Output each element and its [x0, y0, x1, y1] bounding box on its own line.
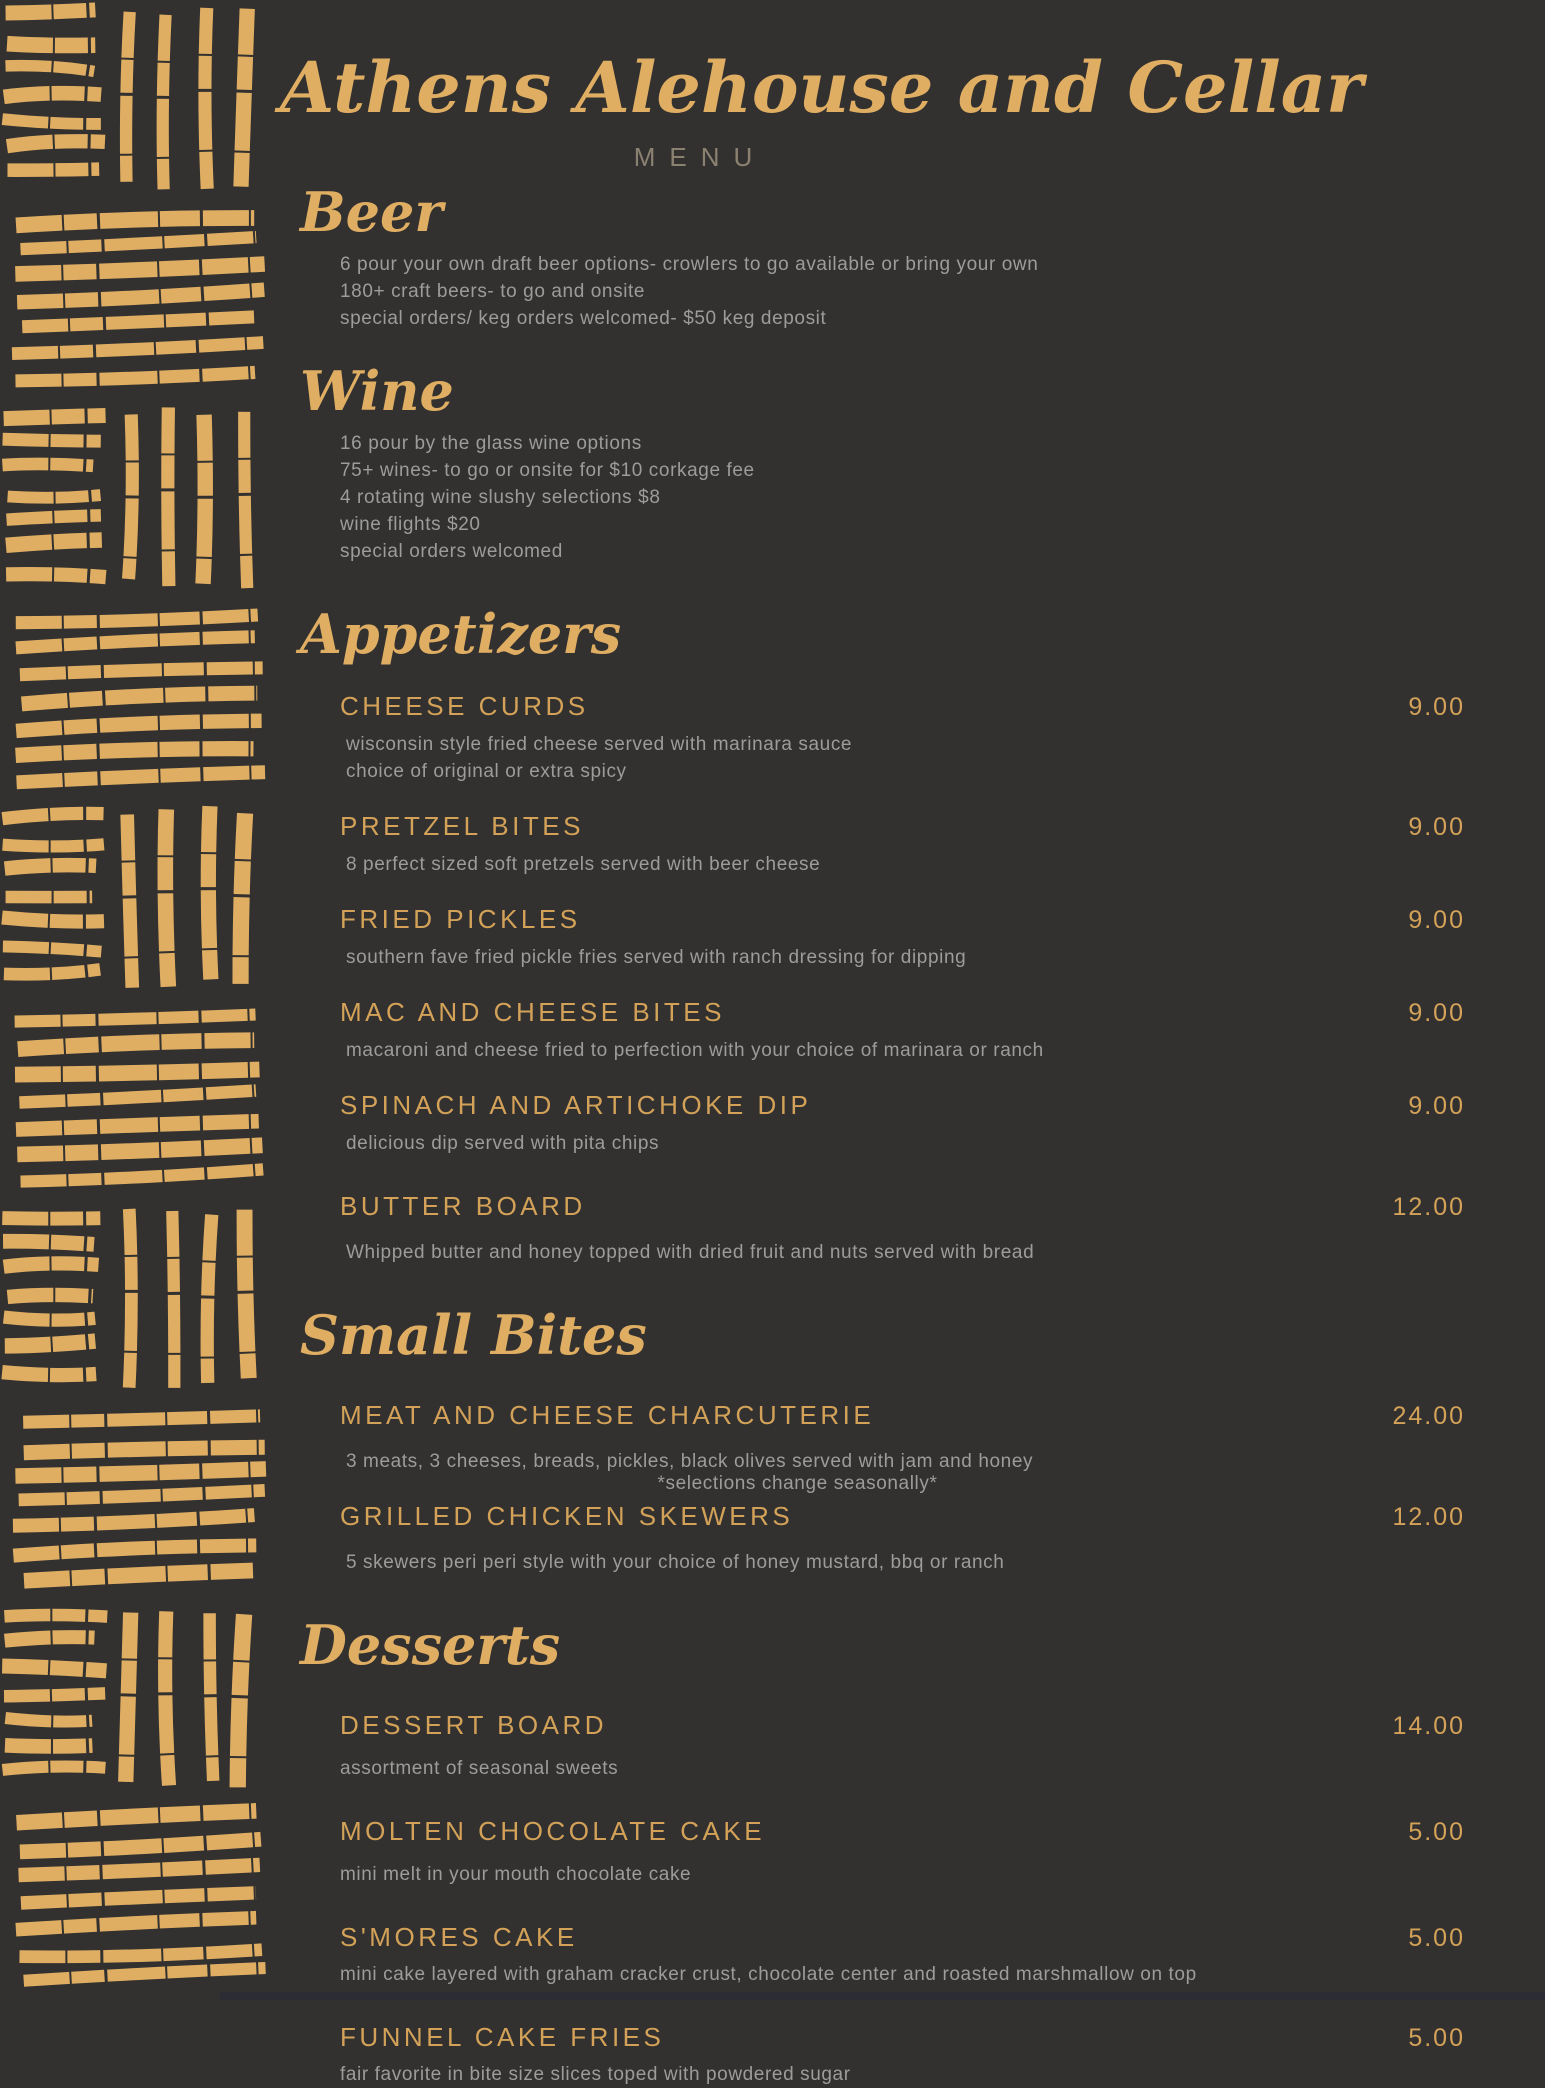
item-description: mini melt in your mouth chocolate cake [340, 1863, 692, 1885]
mudcloth-border-pattern [0, 0, 280, 2000]
item-name: CHEESE CURDS [340, 690, 589, 721]
menu-item-funnel-cake-fries [340, 2022, 1465, 2088]
item-description: delicious dip served with pita chips [346, 1132, 660, 1154]
item-name: MEAT AND CHEESE CHARCUTERIE [340, 1399, 875, 1430]
menu-item-butter-board [340, 1191, 1465, 1266]
menu-item-pretzel-bites [340, 811, 1465, 878]
item-price: 9.00 [1408, 998, 1465, 1027]
small-bites-items [340, 1400, 1465, 1576]
menu-label: MENU [633, 141, 767, 172]
intro-line: wine flights $20 [340, 513, 481, 535]
item-description: assortment of seasonal sweets [340, 1757, 619, 1779]
menu-item-mac-and-cheese-bites [340, 997, 1465, 1064]
bottom-accent-strip [220, 1992, 1545, 2000]
item-description: fair favorite in bite size slices toped with powdered sugar [340, 2063, 851, 2085]
intro-line: special orders welcomed [340, 540, 563, 562]
menu-item-cheese-curds [340, 691, 1465, 785]
item-name: SPINACH AND ARTICHOKE DIP [340, 1089, 812, 1120]
item-name: FUNNEL CAKE FRIES [340, 2021, 665, 2052]
appetizers-items [340, 691, 1465, 1266]
item-price: 12.00 [1392, 1502, 1465, 1531]
wine-intro [340, 430, 1465, 565]
menu-item-molten-chocolate-cake [340, 1816, 1465, 1888]
item-description: 8 perfect sized soft pretzels served with beer cheese [346, 853, 821, 875]
menu-item-smores-cake [340, 1922, 1465, 1988]
intro-line: 16 pour by the glass wine options [340, 432, 642, 454]
menu-item-spinach-artichoke-dip [340, 1090, 1465, 1157]
section-heading-appetizers: Appetizers [300, 601, 622, 666]
item-price: 5.00 [1408, 1817, 1465, 1846]
item-price: 5.00 [1408, 1923, 1465, 1952]
menu-page [280, 0, 1545, 2085]
restaurant-title: Athens Alehouse and Cellar [280, 46, 1363, 129]
item-description: 5 skewers peri peri style with your choice of honey mustard, bbq or ranch [346, 1551, 1005, 1573]
beer-intro [340, 251, 1465, 332]
item-name: DESSERT BOARD [340, 1709, 608, 1740]
item-name: MOLTEN CHOCOLATE CAKE [340, 1815, 766, 1846]
intro-line: 4 rotating wine slushy selections $8 [340, 486, 661, 508]
menu-item-dessert-board [340, 1710, 1465, 1782]
section-heading-desserts: Desserts [300, 1612, 561, 1677]
intro-line: 75+ wines- to go or onsite for $10 corkage fee [340, 459, 755, 481]
masthead [280, 0, 1363, 173]
item-price: 9.00 [1408, 905, 1465, 934]
intro-line: 6 pour your own draft beer options- crowlers to go available or bring your own [340, 253, 1039, 275]
item-price: 24.00 [1392, 1401, 1465, 1430]
item-name: GRILLED CHICKEN SKEWERS [340, 1500, 794, 1531]
menu-item-fried-pickles [340, 904, 1465, 971]
item-price: 5.00 [1408, 2023, 1465, 2052]
item-price: 9.00 [1408, 812, 1465, 841]
item-price: 9.00 [1408, 1091, 1465, 1120]
item-description: macaroni and cheese fried to perfection with your choice of marinara or ranch [346, 1039, 1044, 1061]
item-name: BUTTER BOARD [340, 1190, 586, 1221]
item-name: FRIED PICKLES [340, 903, 581, 934]
menu-item-chicken-skewers [340, 1501, 1465, 1576]
menu-item-charcuterie [340, 1400, 1465, 1495]
item-name: MAC AND CHEESE BITES [340, 996, 725, 1027]
desserts-items [340, 1710, 1465, 2088]
item-name: S'MORES CAKE [340, 1921, 578, 1952]
item-description: mini cake layered with graham cracker crust, chocolate center and roasted marshmallow on top [340, 1963, 1197, 1985]
item-price: 12.00 [1392, 1192, 1465, 1221]
item-price: 14.00 [1392, 1711, 1465, 1740]
section-heading-small-bites: Small Bites [300, 1302, 647, 1367]
item-name: PRETZEL BITES [340, 810, 584, 841]
item-description: wisconsin style fried cheese served with marinara sauce choice of original or extra spicy [346, 733, 853, 782]
item-description: southern fave fried pickle fries served with ranch dressing for dipping [346, 946, 967, 968]
intro-line: 180+ craft beers- to go and onsite [340, 280, 646, 302]
section-heading-wine: Wine [300, 358, 454, 423]
item-price: 9.00 [1408, 692, 1465, 721]
section-heading-beer: Beer [300, 179, 443, 244]
intro-line: special orders/ keg orders welcomed- $50 keg deposit [340, 307, 827, 329]
seasonal-note: *selections change seasonally* [657, 1472, 938, 1494]
item-description: 3 meats, 3 cheeses, breads, pickles, black olives served with jam and honey [346, 1450, 1034, 1472]
item-description: Whipped butter and honey topped with dried fruit and nuts served with bread [346, 1241, 1035, 1263]
